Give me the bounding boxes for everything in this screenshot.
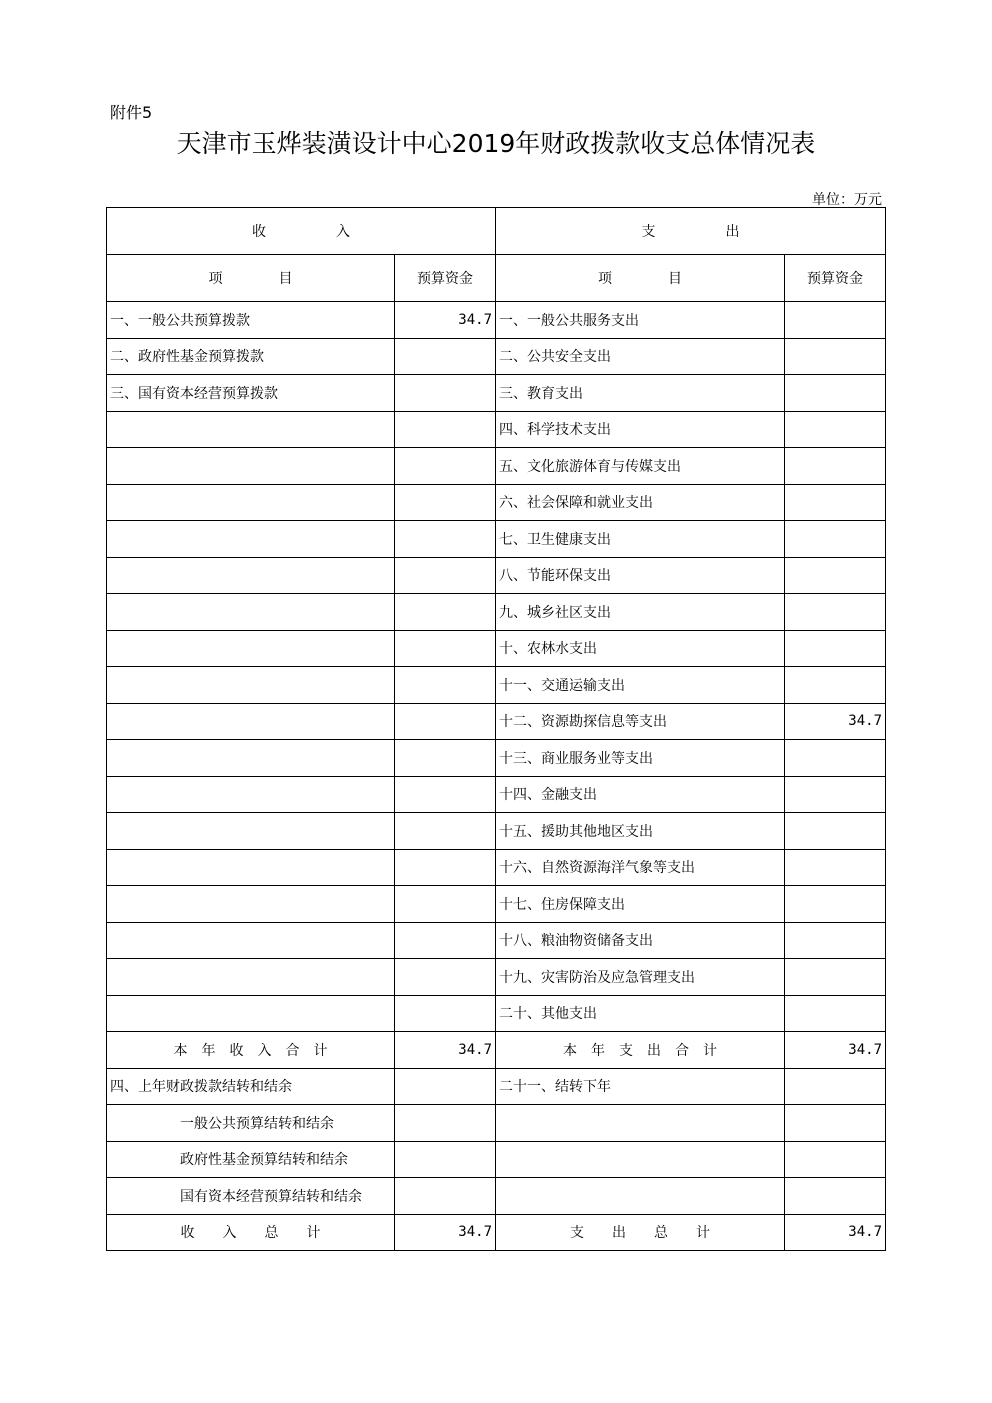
expense-item: 十八、粮油物资储备支出 bbox=[496, 922, 785, 959]
table-row bbox=[107, 448, 886, 485]
expense-item: 二十、其他支出 bbox=[496, 995, 785, 1032]
carryover-income-label: 四、上年财政拨款结转和结余 bbox=[107, 1068, 395, 1105]
income-item bbox=[107, 557, 395, 594]
grand-expense-total-label: 支 出 总 计 bbox=[496, 1214, 785, 1251]
expense-value: 34.7 bbox=[785, 703, 886, 740]
expense-item: 七、卫生健康支出 bbox=[496, 521, 785, 558]
expense-item: 一、一般公共服务支出 bbox=[496, 302, 785, 339]
income-item bbox=[107, 594, 395, 631]
carryover-expense-value bbox=[785, 1068, 886, 1105]
expense-item: 五、文化旅游体育与传媒支出 bbox=[496, 448, 785, 485]
income-item bbox=[107, 448, 395, 485]
table-row bbox=[107, 813, 886, 850]
table-row bbox=[107, 886, 886, 923]
expense-item: 十、农林水支出 bbox=[496, 630, 785, 667]
expense-value bbox=[785, 849, 886, 886]
empty-expense-item bbox=[496, 1141, 785, 1178]
expense-item: 十二、资源勘探信息等支出 bbox=[496, 703, 785, 740]
expense-item: 六、社会保障和就业支出 bbox=[496, 484, 785, 521]
income-item bbox=[107, 959, 395, 996]
table-row bbox=[107, 594, 886, 631]
expense-value bbox=[785, 338, 886, 375]
expense-item: 十四、金融支出 bbox=[496, 776, 785, 813]
income-value bbox=[395, 813, 496, 850]
attachment-label: 附件5 bbox=[110, 103, 153, 122]
unit-label: 单位：万元 bbox=[812, 192, 882, 208]
empty-expense-value bbox=[785, 1141, 886, 1178]
income-value bbox=[395, 630, 496, 667]
expense-value bbox=[785, 375, 886, 412]
income-value bbox=[395, 338, 496, 375]
income-value bbox=[395, 740, 496, 777]
income-item bbox=[107, 886, 395, 923]
expense-item: 十三、商业服务业等支出 bbox=[496, 740, 785, 777]
table-row bbox=[107, 521, 886, 558]
income-item bbox=[107, 813, 395, 850]
year-total-row bbox=[107, 1032, 886, 1069]
expense-item: 二、公共安全支出 bbox=[496, 338, 785, 375]
income-value bbox=[395, 411, 496, 448]
expense-value bbox=[785, 776, 886, 813]
income-value bbox=[395, 557, 496, 594]
carryover-sub-value bbox=[395, 1105, 496, 1142]
income-value bbox=[395, 849, 496, 886]
income-value bbox=[395, 776, 496, 813]
table-row bbox=[107, 995, 886, 1032]
page-title: 天津市玉烨装潢设计中心2019年财政拨款收支总体情况表 bbox=[176, 129, 816, 158]
table-header-row bbox=[107, 208, 886, 255]
carryover-sub-row bbox=[107, 1178, 886, 1215]
empty-expense-value bbox=[785, 1178, 886, 1215]
expense-value bbox=[785, 448, 886, 485]
expense-item: 十七、住房保障支出 bbox=[496, 886, 785, 923]
expense-value bbox=[785, 594, 886, 631]
income-value bbox=[395, 521, 496, 558]
expense-item-header: 项 目 bbox=[496, 255, 785, 302]
expense-item: 十九、灾害防治及应急管理支出 bbox=[496, 959, 785, 996]
expense-header: 支 出 bbox=[496, 208, 886, 255]
table-row bbox=[107, 302, 886, 339]
carryover-income-value bbox=[395, 1068, 496, 1105]
income-item bbox=[107, 849, 395, 886]
income-item bbox=[107, 630, 395, 667]
income-budget-header: 预算资金 bbox=[395, 255, 496, 302]
expense-item: 十五、援助其他地区支出 bbox=[496, 813, 785, 850]
table-row bbox=[107, 776, 886, 813]
income-value bbox=[395, 922, 496, 959]
expense-value bbox=[785, 922, 886, 959]
income-item bbox=[107, 667, 395, 704]
expense-value bbox=[785, 740, 886, 777]
expense-value bbox=[785, 813, 886, 850]
income-item bbox=[107, 922, 395, 959]
table-row bbox=[107, 922, 886, 959]
empty-expense-value bbox=[785, 1105, 886, 1142]
expense-value bbox=[785, 995, 886, 1032]
expense-value bbox=[785, 557, 886, 594]
carryover-sub-item: 国有资本经营预算结转和结余 bbox=[107, 1178, 395, 1215]
income-value bbox=[395, 375, 496, 412]
carryover-sub-value bbox=[395, 1141, 496, 1178]
table-row bbox=[107, 703, 886, 740]
income-value: 34.7 bbox=[395, 302, 496, 339]
income-item bbox=[107, 521, 395, 558]
expense-item: 四、科学技术支出 bbox=[496, 411, 785, 448]
income-value bbox=[395, 703, 496, 740]
table-row bbox=[107, 740, 886, 777]
carryover-sub-item: 一般公共预算结转和结余 bbox=[107, 1105, 395, 1142]
carryover-expense-label: 二十一、结转下年 bbox=[496, 1068, 785, 1105]
table-row bbox=[107, 338, 886, 375]
year-income-total-label: 本 年 收 入 合 计 bbox=[107, 1032, 395, 1069]
table-row bbox=[107, 411, 886, 448]
income-value bbox=[395, 667, 496, 704]
empty-expense-item bbox=[496, 1105, 785, 1142]
table-row bbox=[107, 667, 886, 704]
empty-expense-item bbox=[496, 1178, 785, 1215]
table-row bbox=[107, 849, 886, 886]
table-subheader-row bbox=[107, 255, 886, 302]
expense-item: 九、城乡社区支出 bbox=[496, 594, 785, 631]
income-item: 二、政府性基金预算拨款 bbox=[107, 338, 395, 375]
expense-item: 八、节能环保支出 bbox=[496, 557, 785, 594]
carryover-sub-row bbox=[107, 1141, 886, 1178]
income-value bbox=[395, 448, 496, 485]
income-value bbox=[395, 959, 496, 996]
income-value bbox=[395, 484, 496, 521]
expense-budget-header: 预算资金 bbox=[785, 255, 886, 302]
year-expense-total-value: 34.7 bbox=[785, 1032, 886, 1069]
income-header: 收 入 bbox=[107, 208, 496, 255]
income-item bbox=[107, 995, 395, 1032]
expense-item: 三、教育支出 bbox=[496, 375, 785, 412]
expense-value bbox=[785, 667, 886, 704]
expense-value bbox=[785, 886, 886, 923]
expense-value bbox=[785, 484, 886, 521]
year-expense-total-label: 本 年 支 出 合 计 bbox=[496, 1032, 785, 1069]
income-item bbox=[107, 411, 395, 448]
income-item: 三、国有资本经营预算拨款 bbox=[107, 375, 395, 412]
expense-value bbox=[785, 302, 886, 339]
expense-value bbox=[785, 521, 886, 558]
table-row bbox=[107, 959, 886, 996]
expense-item: 十六、自然资源海洋气象等支出 bbox=[496, 849, 785, 886]
income-item bbox=[107, 703, 395, 740]
carryover-sub-value bbox=[395, 1178, 496, 1215]
year-income-total-value: 34.7 bbox=[395, 1032, 496, 1069]
income-item: 一、一般公共预算拨款 bbox=[107, 302, 395, 339]
grand-expense-total-value: 34.7 bbox=[785, 1214, 886, 1251]
income-value bbox=[395, 594, 496, 631]
income-item-header: 项 目 bbox=[107, 255, 395, 302]
carryover-row bbox=[107, 1068, 886, 1105]
carryover-sub-item: 政府性基金预算结转和结余 bbox=[107, 1141, 395, 1178]
income-item bbox=[107, 740, 395, 777]
grand-income-total-label: 收 入 总 计 bbox=[107, 1214, 395, 1251]
income-item bbox=[107, 484, 395, 521]
table-row bbox=[107, 630, 886, 667]
income-value bbox=[395, 886, 496, 923]
budget-table bbox=[106, 207, 886, 1251]
expense-value bbox=[785, 411, 886, 448]
expense-value bbox=[785, 630, 886, 667]
table-row bbox=[107, 484, 886, 521]
expense-value bbox=[785, 959, 886, 996]
table-row bbox=[107, 557, 886, 594]
income-item bbox=[107, 776, 395, 813]
grand-income-total-value: 34.7 bbox=[395, 1214, 496, 1251]
grand-total-row bbox=[107, 1214, 886, 1251]
carryover-sub-row bbox=[107, 1105, 886, 1142]
income-value bbox=[395, 995, 496, 1032]
table-row bbox=[107, 375, 886, 412]
expense-item: 十一、交通运输支出 bbox=[496, 667, 785, 704]
